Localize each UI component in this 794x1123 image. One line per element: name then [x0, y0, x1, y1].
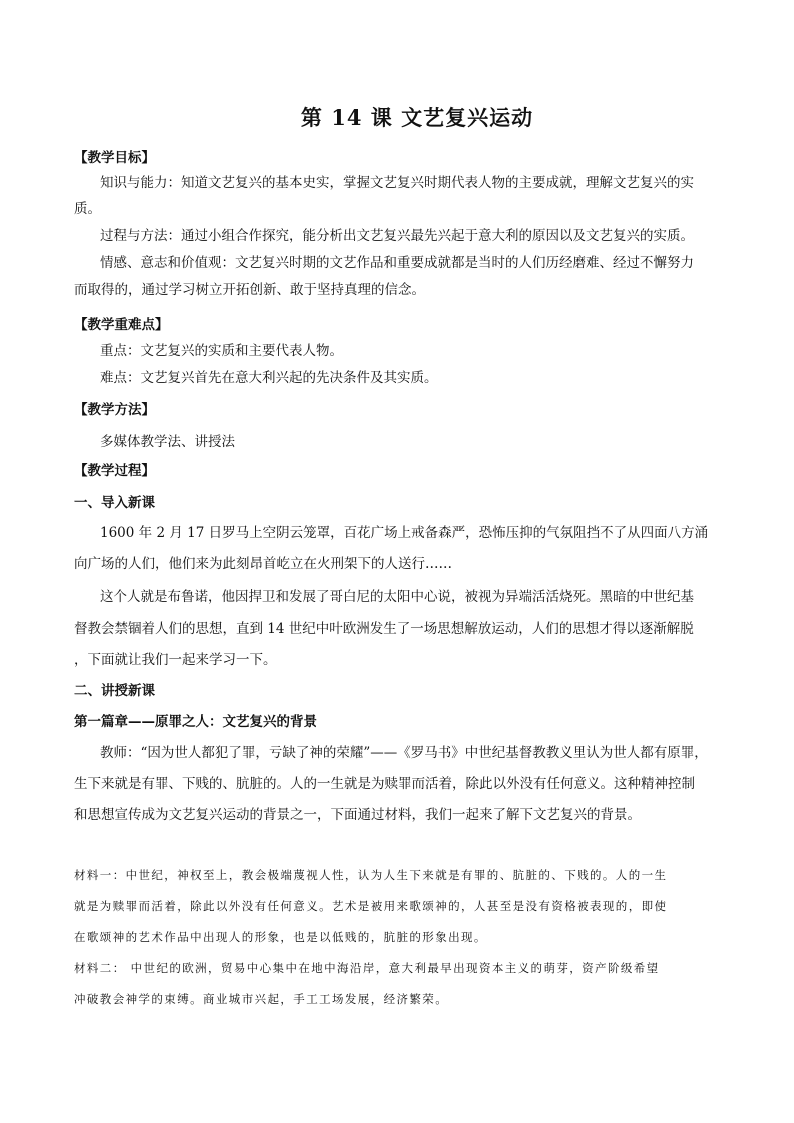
material-1-line-3: 在歌颂神的艺术作品中出现人的形象，也是以低贱的，肮脏的形象出现。 — [74, 930, 487, 944]
page-title: 第 14 课 文艺复兴运动 — [300, 105, 534, 130]
teacher-line-1: 教师：“因为世人都犯了罪，亏缺了神的荣耀”——《罗马书》中世纪基督教教义里认为世人都有原罪， — [100, 745, 708, 761]
intro-paragraph-1-line-2: 向广场的人们，他们来为此刻昂首屹立在火刑架下的人送行…… — [74, 556, 452, 572]
key-points-heading: 【教学重难点】 — [74, 317, 169, 333]
material-1-line-1: 材料一：中世纪，神权至上，教会极端蔑视人性，认为人生下来就是有罪的、肮脏的、下贱的。人的一生 — [74, 868, 668, 882]
intro-paragraph-2-line-3: ，下面就让我们一起来学习一下。 — [74, 652, 277, 668]
goals-process: 过程与方法：通过小组合作探究，能分析出文艺复兴最先兴起于意大利的原因以及文艺复兴的实质。 — [100, 228, 694, 244]
material-2-line-2: 冲破教会神学的束缚。商业城市兴起，手工工场发展，经济繁荣。 — [74, 992, 449, 1006]
intro-paragraph-2-line-2: 督教会禁锢着人们的思想，直到 14 世纪中叶欧洲发生了一场思想解放运动，人们的思想才得以逐渐解脱 — [74, 621, 694, 637]
difficult-point: 难点：文艺复兴首先在意大利兴起的先决条件及其实质。 — [100, 370, 438, 386]
material-2-line-1: 材料二： 中世纪的欧洲，贸易中心集中在地中海沿岸，意大利最早出现资本主义的萌芽，资产阶级希望 — [74, 961, 660, 975]
section-intro-heading: 一、导入新课 — [74, 495, 155, 511]
key-point: 重点：文艺复兴的实质和主要代表人物。 — [100, 343, 343, 359]
chapter-1-heading: 第一篇章——原罪之人：文艺复兴的背景 — [74, 714, 317, 730]
goals-emotion-line-2: 而取得的，通过学习树立开拓创新、敢于坚持真理的信念。 — [74, 282, 425, 298]
goals-knowledge-line-1: 知识与能力：知道文艺复兴的基本史实，掌握文艺复兴时期代表人物的主要成就，理解文艺复兴的实 — [100, 175, 694, 191]
goals-emotion-line-1: 情感、意志和价值观：文艺复兴时期的文艺作品和重要成就都是当时的人们历经磨难、经过不懈努力 — [100, 255, 694, 271]
teacher-line-3: 和思想宣传成为文艺复兴运动的背景之一，下面通过材料，我们一起来了解下文艺复兴的背景。 — [74, 807, 641, 823]
material-1-line-2: 就是为赎罪而活着，除此以外没有任何意义。艺术是被用来歌颂神的，人甚至是没有资格被表现的，即使 — [74, 899, 668, 913]
goals-heading: 【教学目标】 — [74, 150, 155, 166]
methods-heading: 【教学方法】 — [74, 402, 155, 418]
process-heading: 【教学过程】 — [74, 463, 155, 479]
teacher-line-2: 生下来就是有罪、下贱的、肮脏的。人的一生就是为赎罪而活着，除此以外没有任何意义。这种精神控制 — [74, 776, 695, 792]
section-lecture-heading: 二、讲授新课 — [74, 683, 155, 699]
goals-knowledge-line-2: 质。 — [74, 201, 101, 217]
methods-text: 多媒体教学法、讲授法 — [100, 434, 235, 450]
intro-paragraph-2-line-1: 这个人就是布鲁诺，他因捍卫和发展了哥白尼的太阳中心说，被视为异端活活烧死。黑暗的中世纪基 — [100, 589, 694, 605]
intro-paragraph-1-line-1: 1600 年 2 月 17 日罗马上空阴云笼罩，百花广场上戒备森严，恐怖压抑的气氛阻挡不了从四面八方涌 — [100, 525, 709, 541]
